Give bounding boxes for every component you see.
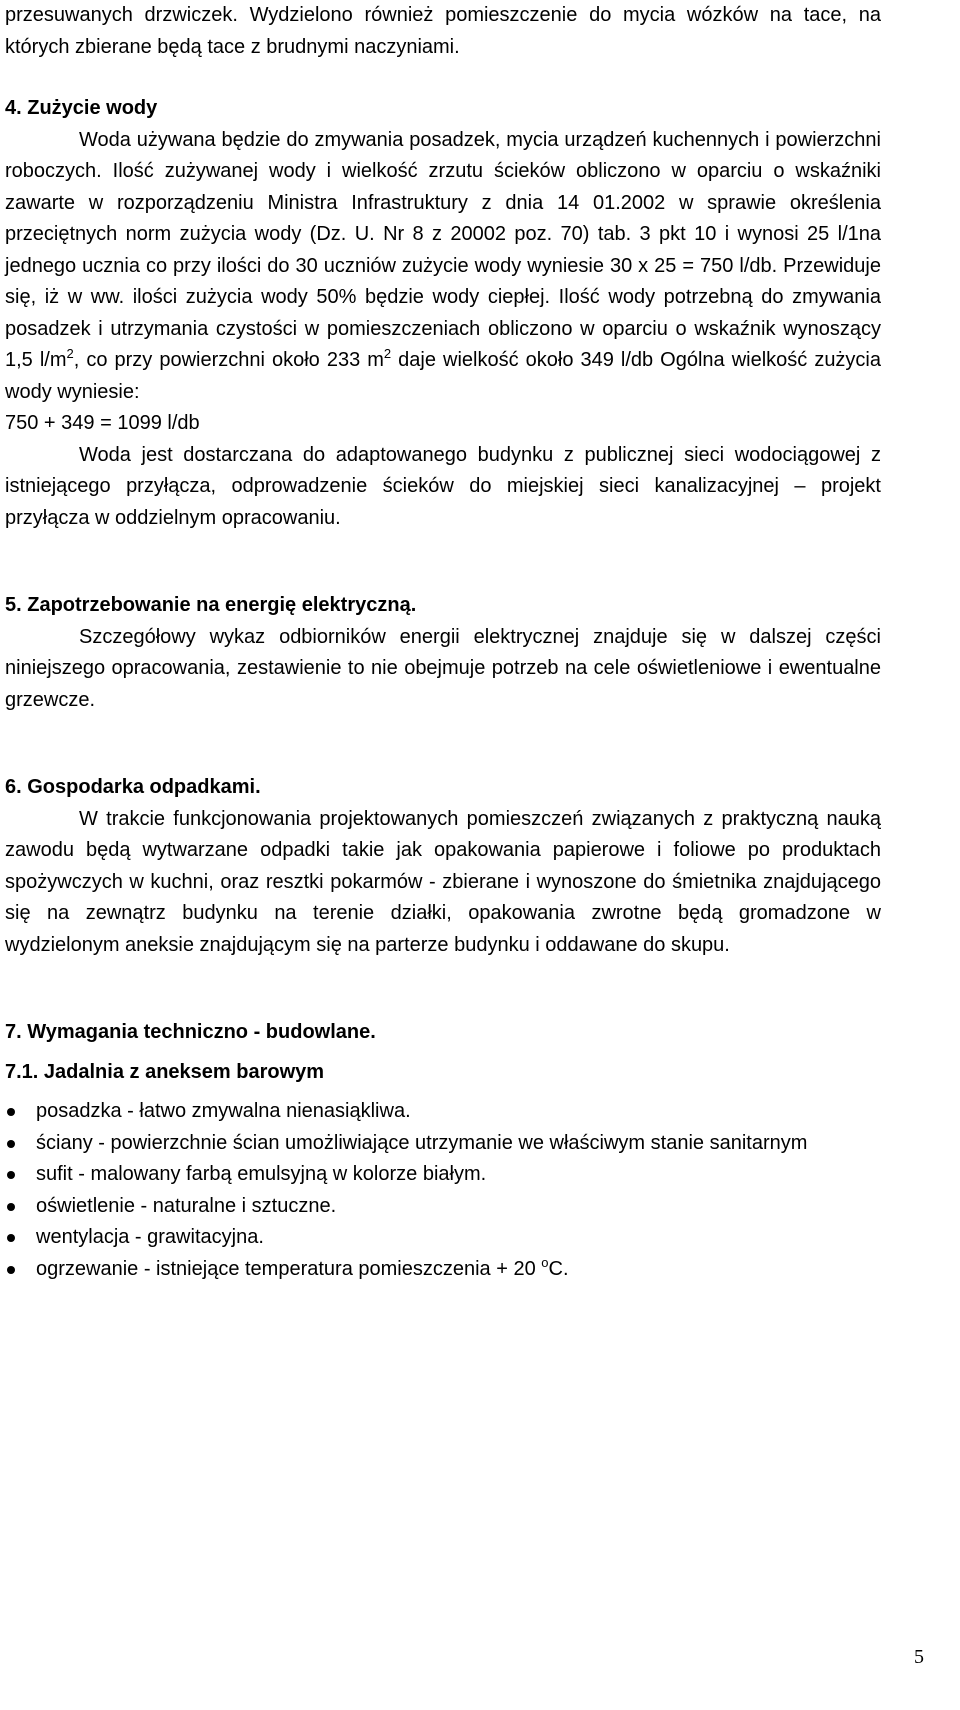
list-item: ogrzewanie - istniejące temperatura pomieszczenia + 20 $^o$C. — [5, 1254, 881, 1286]
section-5-paragraph: Szczegółowy wykaz odbiorników energii elektrycznej znajduje się w dalszej części niniejszego opracowania, zestawienie to nie obejmuje potrzeb na cele oświetleniowe i ewentualne grzewcze. — [5, 625, 881, 711]
section-7-1-heading: 7.1. Jadalnia z aneksem barowym — [5, 1060, 325, 1083]
list-item: posadzka - łatwo zmywalna nienasiąkliwa. — [5, 1096, 881, 1128]
list-item: sufit - malowany farbą emulsyjną w kolorze białym. — [5, 1159, 881, 1191]
section-6-heading: 6. Gospodarka odpadkami. — [5, 776, 261, 798]
bullet-icon — [7, 1203, 15, 1211]
intro-paragraph: przesuwanych drzwiczek. Wydzielono również pomieszczenie do mycia wózków na tace, na których zbierane będą tace z brudnymi naczyniami. — [5, 4, 881, 58]
section-6-paragraph: W trakcie funkcjonowania projektowanych pomieszczeń związanych z praktyczną nauką zawodu będą wytwarzane odpadki takie jak opakowania papierowe i foliowe po produktach spożywczych w kuchni, oraz resztki pokarmów - zbierane i wynoszone do śmietnika znajdującego się na zewnątrz budynku na terenie działki, opakowania zwrotne będą gromadzone w wydzielonym aneksie znajdującym się na parterze budynku i oddawane do skupu. — [5, 807, 881, 956]
document-page — [5, 0, 881, 1285]
section-4-paragraph-2: Woda jest dostarczana do adaptowanego budynku z publicznej sieci wodociągowej z istniejącego przyłącza, odprowadzenie ścieków do miejskiej sieci kanalizacyjnej – projekt przyłącza w oddzielnym opracowaniu. — [5, 443, 881, 529]
section-7-heading: 7. Wymagania techniczno - budowlane. — [5, 1021, 376, 1043]
section-4-paragraph: Woda używana będzie do zmywania posadzek, mycia urządzeń kuchennych i powierzchni roboczych. Ilość zużywanej wody i wielkość zrzutu ścieków obliczono w oparciu o wskaźniki zawarte w rozporządzeniu Ministra Infrastruktury z dnia 14 01.2002 w sprawie określenia przeciętnych norm zużycia wody (Dz. U. Nr 8 z 20002 poz. 70) tab. 3 pkt 10 i wynosi 25 l/1na jednego ucznia co przy ilości do 30 uczniów zużycie wody wyniesie 30 x 25 = 750 l/db. Przewiduje się, iż w ww. ilości zużycia wody 50% będzie wody ciepłej. Ilość wody potrzebną do zmywania posadzek i utrzymania czystości w pomieszczeniach obliczono w oparciu o wskaźnik wynoszący 1,5 $l/m^2$, co przy powierzchni około 233 $m^2$ daje wielkość około 349 l/db Ogólna wielkość zużycia wody wyniesie: — [5, 128, 882, 403]
section-4-heading: 4. Zużycie wody — [5, 97, 158, 119]
bullet-icon — [7, 1108, 15, 1116]
list-item: ściany - powierzchnie ścian umożliwiające utrzymanie we właściwym stanie sanitarnym — [5, 1128, 881, 1160]
bullet-icon — [7, 1171, 15, 1179]
bullet-icon — [7, 1234, 15, 1242]
section-5-heading: 5. Zapotrzebowanie na energię elektryczną. — [5, 594, 417, 616]
list-item: wentylacja - grawitacyjna. — [5, 1222, 881, 1254]
page-number: 5 — [914, 1646, 924, 1668]
bullet-icon — [7, 1140, 15, 1148]
requirements-list — [5, 1096, 881, 1285]
water-calculation: 750 + 349 = 1099 l/db — [5, 412, 200, 434]
bullet-icon — [7, 1266, 15, 1274]
list-item: oświetlenie - naturalne i sztuczne. — [5, 1191, 881, 1223]
